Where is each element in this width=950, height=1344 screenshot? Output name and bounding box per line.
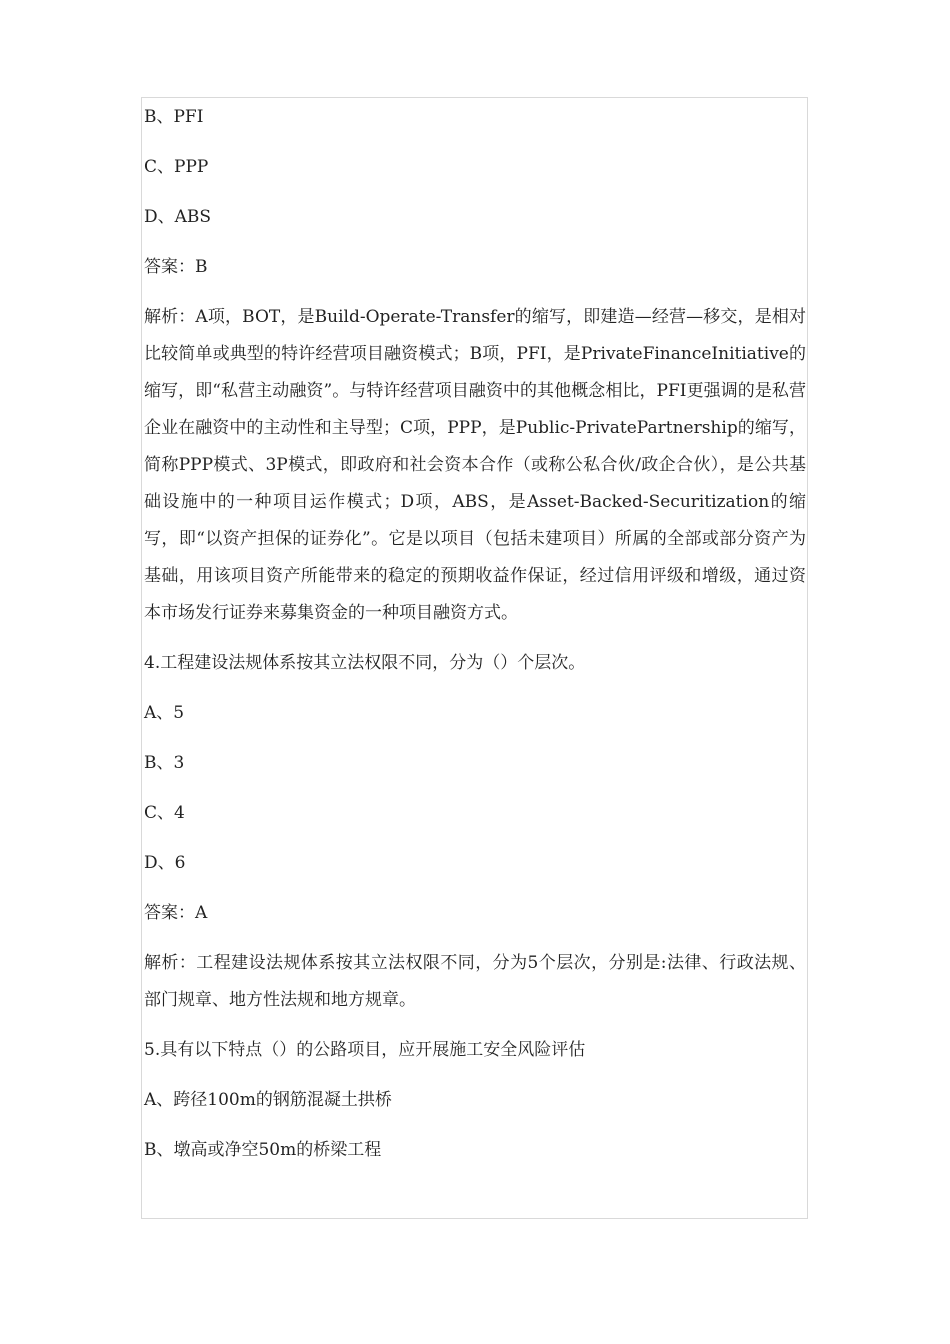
question-4: 4.工程建设法规体系按其立法权限不同，分为（）个层次。 — [144, 653, 586, 673]
q5-option-b: B、墩高或净空50m的桥梁工程 — [144, 1140, 382, 1160]
q4-option-c: C、4 — [144, 803, 185, 823]
q4-option-b: B、3 — [144, 753, 185, 773]
document-content — [144, 105, 806, 1188]
option-b-pfi: B、PFI — [144, 107, 204, 127]
option-d-abs: D、ABS — [144, 207, 212, 227]
question-5: 5.具有以下特点（）的公路项目，应开展施工安全风险评估 — [144, 1040, 586, 1060]
answer-q4: 答案：A — [144, 903, 208, 923]
answer-q3: 答案：B — [144, 257, 208, 277]
q5-option-a: A、跨径100m的钢筋混凝土拱桥 — [144, 1090, 392, 1110]
analysis-q4: 解析：工程建设法规体系按其立法权限不同，分为5个层次，分别是:法律、行政法规、部门规章、地方性法规和地方规章。 — [144, 953, 806, 1010]
analysis-q3: 解析：A项，BOT，是Build-Operate-Transfer的缩写，即建造—经营—移交，是相对比较简单或典型的特许经营项目融资模式；B项，PFI，是PrivateFinanceInitiative的缩写，即“私营主动融资”。与特许经营项目融资中的其他概念相比，PFI更强调的是私营企业在融资中的主动性和主导型；C项，PPP，是Public-PrivatePartnership的缩写，简称PPP模式、3P模式，即政府和社会资本合作（或称公私合伙/政企合伙），是公共基础设施中的一种项目运作模式；D项，ABS，是Asset-Backed-Securitization的缩写，即“以资产担保的证券化”。它是以项目（包括未建项目）所属的全部或部分资产为基础，用该项目资产所能带来的稳定的预期收益作保证，经过信用评级和增级，通过资本市场发行证券来募集资金的一种项目融资方式。 — [144, 307, 806, 623]
q4-option-a: A、5 — [144, 703, 185, 723]
option-c-ppp: C、PPP — [144, 157, 209, 177]
q4-option-d: D、6 — [144, 853, 186, 873]
